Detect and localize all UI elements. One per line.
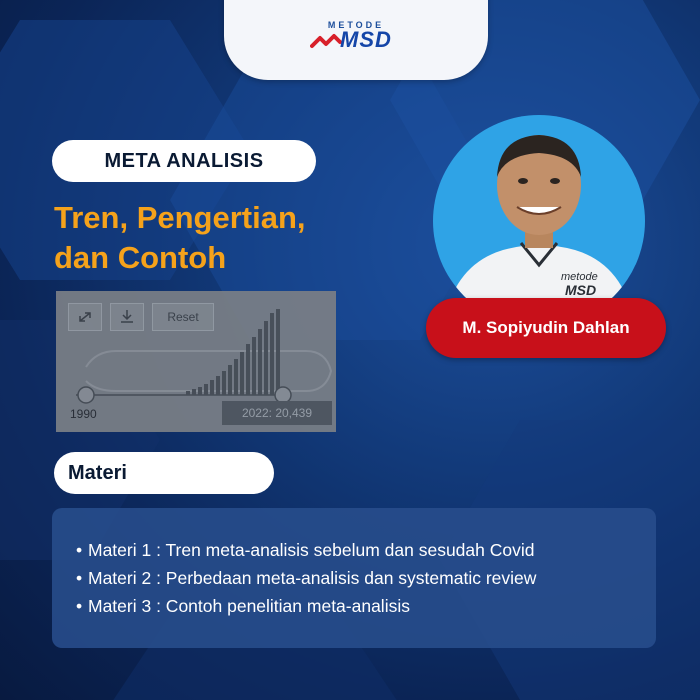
presenter-photo	[433, 115, 645, 327]
start-year-label: 1990	[70, 407, 97, 421]
headline-line-2: dan Contoh	[54, 240, 227, 275]
headline	[54, 198, 306, 278]
presenter-name: M. Sopiyudin Dahlan	[462, 318, 630, 337]
materi-item-1	[76, 536, 536, 564]
materi-item-label: Materi 2	[88, 568, 152, 588]
bullet: •	[76, 568, 83, 588]
materi-item-text: : Contoh penelitian meta-analisis	[151, 596, 410, 616]
value-readout: 2022: 20,439	[222, 401, 332, 425]
materi-item-label: Materi 3	[88, 596, 152, 616]
reset-button[interactable]: Reset	[152, 303, 214, 331]
bullet: •	[76, 540, 83, 560]
materi-heading: Materi	[68, 461, 127, 484]
logo-badge	[224, 0, 488, 80]
topic-tag	[52, 140, 316, 182]
headline-line-1: Tren, Pengertian,	[54, 200, 306, 235]
materi-item-text: : Tren meta-analisis sebelum dan sesudah Covid	[151, 540, 535, 560]
presenter-portrait	[433, 115, 645, 327]
trend-chart-widget	[56, 291, 336, 432]
materi-panel	[52, 508, 656, 648]
materi-item-label: Materi 1	[88, 540, 152, 560]
materi-item-text: : Perbedaan meta-analisis dan systematic review	[151, 568, 537, 588]
expand-button[interactable]	[68, 303, 102, 331]
logo-top-text: METODE	[327, 20, 385, 30]
topic-tag-label: META ANALISIS	[104, 149, 264, 172]
shirt-logo-text: metode	[561, 271, 598, 283]
materi-item-2	[76, 564, 536, 592]
presenter-name-badge	[426, 298, 666, 358]
logo-brand-text: MSD	[340, 27, 392, 52]
svg-text:MSD: MSD	[565, 282, 597, 298]
download-icon	[111, 304, 143, 330]
materi-list	[76, 536, 536, 620]
materi-heading-badge	[54, 452, 274, 494]
materi-item-3	[76, 592, 536, 620]
download-button[interactable]	[110, 303, 144, 331]
expand-icon	[69, 304, 101, 330]
bullet: •	[76, 596, 83, 616]
